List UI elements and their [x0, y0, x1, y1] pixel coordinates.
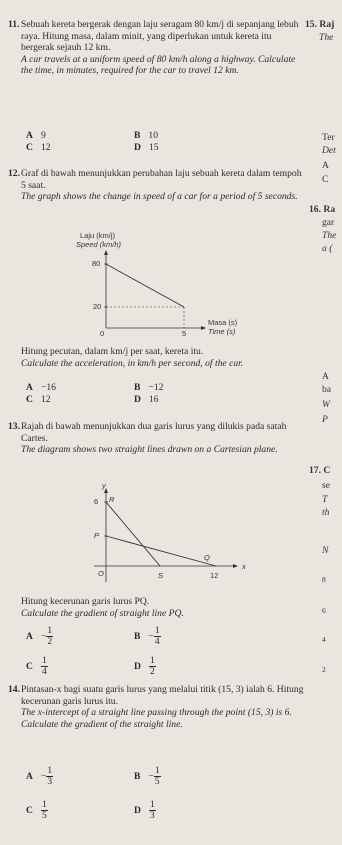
- options-13: [26, 626, 286, 682]
- question-text-english: The diagram shows two straight lines drawn on a Cartesian plane.: [21, 444, 278, 456]
- y-tick-20: 20: [93, 302, 102, 311]
- speed-line: [106, 264, 184, 307]
- fragment-text: T: [322, 494, 328, 505]
- question-number: 13.: [8, 421, 20, 432]
- question-14: [8, 684, 304, 730]
- option-b[interactable]: B −12: [134, 382, 164, 393]
- fragment-text: 4: [322, 635, 326, 644]
- fraction: $\frac{1}{2}$: [149, 656, 155, 677]
- options-14: [26, 766, 286, 826]
- option-c[interactable]: C 12: [26, 394, 51, 405]
- question-text-english: The graph shows the change in speed of a car for a period of 5 seconds.: [21, 191, 298, 203]
- option-c[interactable]: C $\frac{1}{5}$: [26, 800, 47, 821]
- fraction: $\frac{1}{4}$: [41, 656, 47, 677]
- option-b[interactable]: B 10: [134, 130, 158, 141]
- x-axis-label-malay: Masa (s): [208, 318, 238, 327]
- y-axis-label-english: Speed (km/h): [76, 240, 122, 249]
- y-axis-label-malay: Laju (km/j): [80, 231, 116, 240]
- question-text-english: Calculate the acceleration, in km/h per second, of the car.: [21, 357, 244, 369]
- question-text-malay: Sebuah kereta bergerak dengan laju seragam 80 km/j di sepanjang lebuh raya. Hitung masa, dalam minit, yang diperlukan untuk kereta itu bergerak sejauh 12 km.: [21, 19, 299, 54]
- question-13-prompt: [8, 596, 304, 619]
- y-axis-label: y: [102, 481, 106, 490]
- fragment-text: a (: [322, 243, 333, 254]
- question-number: 14.: [8, 684, 20, 695]
- fragment-text: th: [322, 507, 330, 518]
- question-text-malay: Rajah di bawah menunjukkan dua garis lurus yang dilukis pada satah Cartes.: [21, 421, 287, 444]
- option-c[interactable]: C 12: [26, 142, 51, 153]
- option-a[interactable]: A − $\frac{1}{2}$: [26, 626, 53, 647]
- line-rs: [106, 502, 160, 566]
- fragment-text: gar: [322, 217, 335, 228]
- option-a[interactable]: A − $\frac{1}{3}$: [26, 766, 53, 787]
- question-15-fragment: 15. Raj: [305, 19, 335, 30]
- fragment-text: 6: [322, 606, 326, 615]
- question-16-fragment: 16. Ra: [309, 204, 336, 215]
- point-p-label: P: [94, 531, 100, 540]
- origin-label: 0: [100, 329, 105, 336]
- options-12: [26, 382, 286, 406]
- speed-time-graph: [66, 230, 266, 336]
- adjacent-column-fragment: [305, 0, 342, 845]
- fragment-text: N: [322, 545, 329, 556]
- fragment-text: W: [322, 399, 330, 410]
- question-text-malay: Hitung kecerunan garis lurus PQ.: [21, 596, 150, 607]
- option-c[interactable]: C $\frac{1}{4}$: [26, 656, 47, 677]
- option-a[interactable]: A −16: [26, 382, 56, 393]
- question-13: [8, 421, 304, 456]
- line-pq: [106, 536, 216, 566]
- origin-label: O: [98, 569, 104, 578]
- y-tick-80: 80: [92, 259, 101, 268]
- question-text-malay: Graf di bawah menunjukkan perubahan laju sebuah kereta dalam tempoh 5 saat.: [21, 168, 302, 191]
- option-a[interactable]: A 9: [26, 130, 46, 141]
- fraction: $\frac{1}{5}$: [154, 766, 160, 787]
- question-text-english: Calculate the gradient of straight line PQ.: [21, 607, 184, 619]
- point-s-label: S: [158, 571, 164, 580]
- point-r-label: R: [109, 495, 115, 504]
- question-number: 12.: [8, 168, 20, 179]
- options-11: [26, 130, 286, 154]
- question-17-fragment: 17. C: [309, 465, 331, 476]
- question-text-malay: Hitung pecutan, dalam km/j per saat, kereta itu.: [21, 346, 204, 357]
- fragment-text: C: [322, 174, 329, 185]
- cartesian-lines-diagram: [86, 480, 266, 592]
- question-12-prompt: [8, 346, 304, 369]
- question-number: 11.: [8, 19, 20, 30]
- question-text-english: A car travels at a uniform speed of 80 km/h along a highway. Calculate the time, in minutes, required for the car to travel 12 km.: [21, 53, 296, 77]
- x-axis-label-english: Time (s): [208, 327, 236, 336]
- x-axis-label: x: [242, 562, 246, 571]
- y-tick-6: 6: [94, 497, 99, 506]
- fragment-text: Det: [322, 145, 336, 156]
- option-d[interactable]: D $\frac{1}{2}$: [134, 656, 155, 677]
- fragment-text: se: [322, 480, 330, 491]
- fraction: $\frac{1}{4}$: [154, 626, 160, 647]
- fragment-text: A: [322, 160, 329, 171]
- fraction: $\frac{1}{3}$: [47, 766, 53, 787]
- option-b[interactable]: B − $\frac{1}{4}$: [134, 626, 160, 647]
- y-axis-arrow: [104, 250, 108, 255]
- fragment-text: Ter: [322, 132, 335, 143]
- option-d[interactable]: D 16: [134, 394, 159, 405]
- fragment-text: 8: [322, 575, 326, 584]
- fraction: $\frac{1}{3}$: [149, 800, 155, 821]
- fragment-text: The: [322, 230, 337, 241]
- question-text-malay: Pintasan-x bagi suatu garis lurus yang melalui titik (15, 3) ialah 6. Hitung kecerunan garis lurus itu.: [21, 684, 304, 707]
- main-column: [8, 0, 304, 845]
- question-text-english: The x-intercept of a straight line passing through the point (15, 3) is 6. Calculate the gradient of the straight line.: [21, 707, 292, 730]
- x-tick-12: 12: [210, 571, 219, 580]
- fragment-text: ba: [322, 384, 332, 395]
- x-tick-5: 5: [182, 329, 187, 336]
- question-12: [8, 168, 304, 203]
- question-11: [8, 19, 304, 77]
- fraction: $\frac{1}{2}$: [47, 626, 53, 647]
- option-d[interactable]: D 15: [134, 142, 159, 153]
- fragment-text: A: [322, 371, 329, 382]
- point-q-label: Q: [204, 553, 210, 562]
- x-axis-arrow: [201, 326, 206, 330]
- fragment-text: P: [322, 414, 328, 425]
- option-d[interactable]: D $\frac{1}{3}$: [134, 800, 155, 821]
- fragment-text: The: [319, 32, 334, 43]
- fragment-text: 2: [322, 665, 326, 674]
- fraction: $\frac{1}{5}$: [41, 800, 47, 821]
- x-axis-arrow: [233, 564, 238, 568]
- option-b[interactable]: B − $\frac{1}{5}$: [134, 766, 160, 787]
